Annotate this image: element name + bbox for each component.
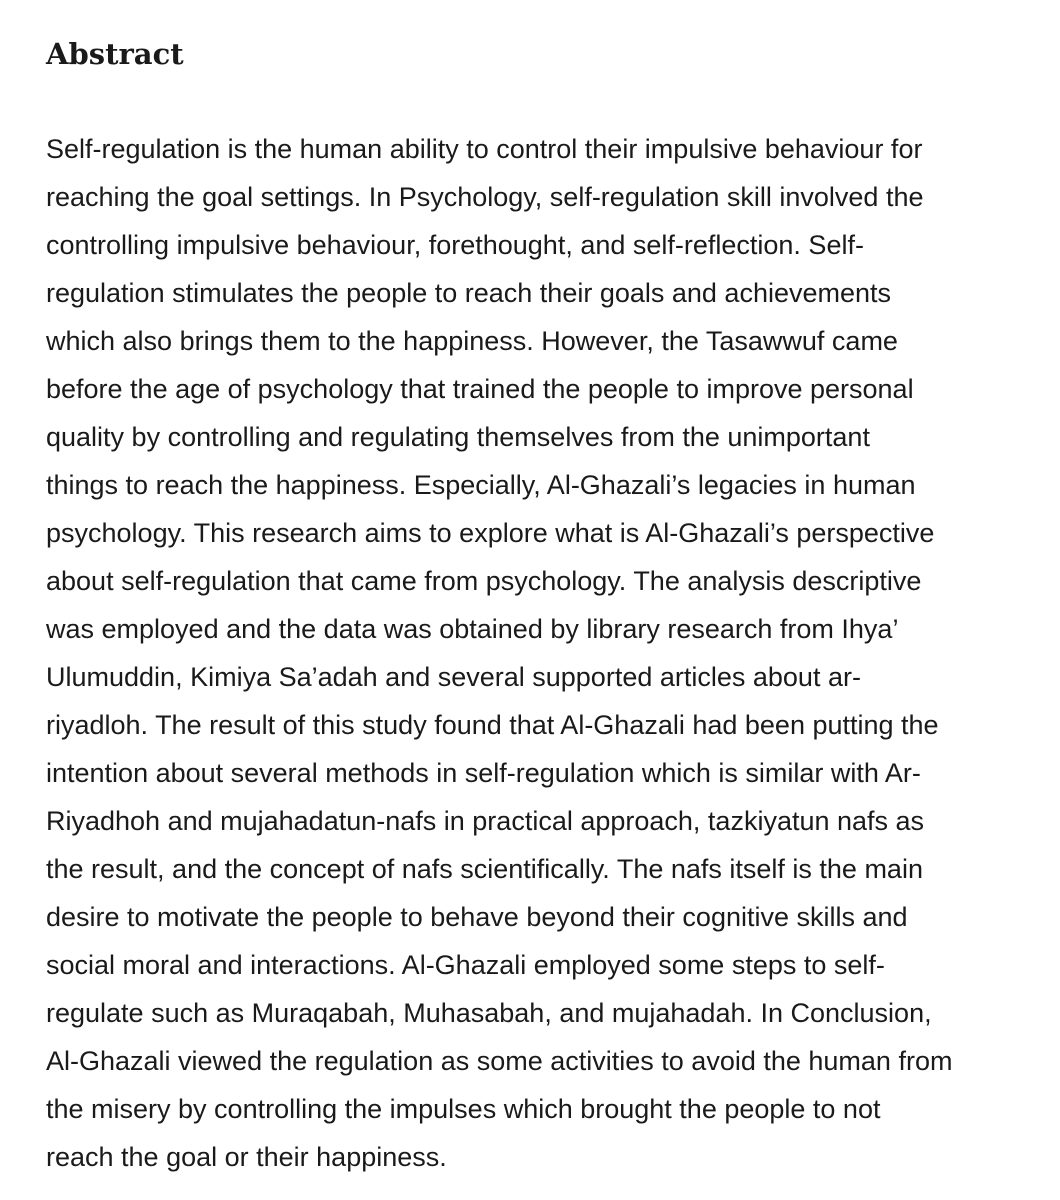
abstract-line: which also brings them to the happiness. However, the Tasawwuf came	[46, 326, 898, 356]
abstract-line: the misery by controlling the impulses which brought the people to not	[46, 1094, 881, 1124]
abstract-line: reaching the goal settings. In Psychology, self-regulation skill involved the	[46, 182, 924, 212]
abstract-line: about self-regulation that came from psychology. The analysis descriptive	[46, 566, 922, 596]
abstract-line: Ulumuddin, Kimiya Sa’adah and several supported articles about ar-	[46, 662, 861, 692]
abstract-body	[46, 125, 1046, 1181]
abstract-line: riyadloh. The result of this study found that Al-Ghazali had been putting the	[46, 710, 939, 740]
abstract-line: Self-regulation is the human ability to control their impulsive behaviour for	[46, 134, 923, 164]
abstract-line: desire to motivate the people to behave beyond their cognitive skills and	[46, 902, 908, 932]
abstract-line: the result, and the concept of nafs scientifically. The nafs itself is the main	[46, 854, 923, 884]
abstract-line: regulate such as Muraqabah, Muhasabah, and mujahadah. In Conclusion,	[46, 998, 932, 1028]
abstract-line: psychology. This research aims to explore what is Al-Ghazali’s perspective	[46, 518, 935, 548]
abstract-line: intention about several methods in self-regulation which is similar with Ar-	[46, 758, 921, 788]
abstract-line: social moral and interactions. Al-Ghazali employed some steps to self-	[46, 950, 885, 980]
abstract-line: Riyadhoh and mujahadatun-nafs in practical approach, tazkiyatun nafs as	[46, 806, 925, 836]
abstract-heading: Abstract	[46, 37, 184, 71]
abstract-line: quality by controlling and regulating themselves from the unimportant	[46, 422, 870, 452]
abstract-line: was employed and the data was obtained by library research from Ihya’	[46, 614, 899, 644]
abstract-line: Al-Ghazali viewed the regulation as some activities to avoid the human from	[46, 1046, 953, 1076]
abstract-line: reach the goal or their happiness.	[46, 1142, 447, 1172]
abstract-line: controlling impulsive behaviour, forethought, and self-reflection. Self-	[46, 230, 864, 260]
abstract-line: before the age of psychology that trained the people to improve personal	[46, 374, 914, 404]
abstract-line: things to reach the happiness. Especially, Al-Ghazali’s legacies in human	[46, 470, 916, 500]
abstract-line: regulation stimulates the people to reach their goals and achievements	[46, 278, 892, 308]
